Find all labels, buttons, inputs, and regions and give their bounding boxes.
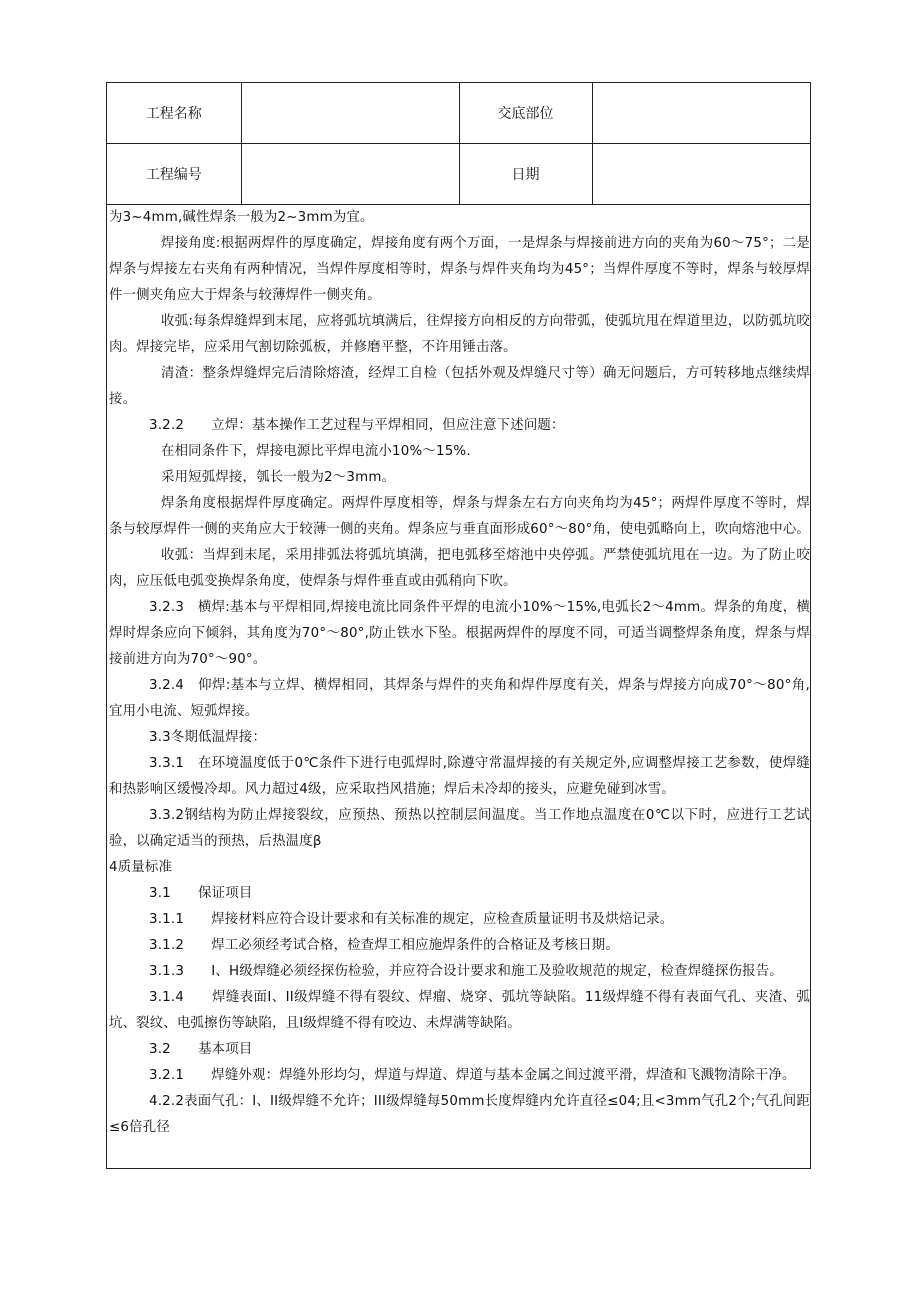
paragraph: 3.2 基本项目 bbox=[149, 1042, 253, 1057]
paragraph: 3.2.4 仰焊:基本与立焊、横焊相同，其焊条与焊件的夹角和焊件厚度有关，焊条与焊接方向成70°～80°角,宜用小电流、短弧焊接。 bbox=[109, 678, 810, 719]
paragraph: 焊接角度:根据两焊件的厚度确定，焊接角度有两个万面，一是焊条与焊接前进方向的夹角为60～75°；二是焊条与焊接左右夹角有两种情况，当焊件厚度相等时，焊条与焊件夹角均为45°；当焊件厚度不等时，焊条与较厚焊件一侧夹角应大于焊条与较薄焊件一侧夹角。 bbox=[109, 236, 810, 303]
paragraph: 采用短弧焊接，瓠长一般为2～3mm。 bbox=[161, 470, 396, 485]
project-no-label: 工程编号 bbox=[107, 144, 241, 205]
project-name-field[interactable] bbox=[241, 83, 459, 144]
paragraph: 清渣：整条焊缝焊完后清除熔渣，经焊工自检（包括外观及焊缝尺寸等）确无问题后，方可转移地点继续焊接。 bbox=[109, 366, 810, 407]
paragraph: 3.1.2 焊工必须经考试合格，检查焊工相应施焊条件的合格证及考核日期。 bbox=[149, 938, 619, 953]
paragraph: 焊条角度根据焊件厚度确定。两焊件厚度相等，焊条与焊条左右方向夹角均为45°；两焊件厚度不等时，焊条与较厚焊件一侧的夹角应大于较薄一侧的夹角。焊条应与垂直面形成60°～80°角，使电弧略向上，吹向熔池中心。 bbox=[109, 496, 811, 537]
paragraph: 4.2.2表面气孔：I、II级焊缝不允许；III级焊缝每50mm长度焊缝内允许直径≤04;且<3mm气孔2个;气孔间距≤6倍孔径 bbox=[109, 1094, 810, 1135]
paragraph: 收弧:每条焊缝焊到末尾，应将弧坑填满后，往焊接方向相反的方向带弧，使弧坑甩在焊道里边，以防弧坑咬肉。焊接完毕，应采用气割切除弧板，并修磨平整，不许用锤击落。 bbox=[109, 314, 810, 355]
handover-part-label: 交底部位 bbox=[459, 83, 592, 144]
project-no-field[interactable] bbox=[241, 144, 459, 205]
paragraph: 为3~4mm,碱性焊条一般为2~3mm为宜。 bbox=[109, 210, 374, 225]
paragraph: 3.2.2 立焊：基本操作工艺过程与平焊相同，但应注意下述问题： bbox=[149, 418, 565, 433]
header-table bbox=[107, 83, 810, 205]
paragraph: 收弧：当焊到末尾，采用排弧法将弧坑填满，把电弧移至熔池中央停弧。严禁使弧坑甩在一边。为了防止咬肉，应压低电弧变换焊条角度，使焊条与焊件垂直或由弧稍向下吹。 bbox=[109, 548, 810, 589]
date-field[interactable] bbox=[592, 144, 810, 205]
handover-sheet bbox=[106, 82, 811, 1169]
paragraph: 3.3.2钢结构为防止焊接裂纹，应预热、预热以控制层间温度。当工作地点温度在0℃以下时，应进行工艺试验，以确定适当的预热，后热温度β bbox=[109, 808, 810, 849]
paragraph: 3.1.1 焊接材料应符合设计要求和有关标准的规定，应检查质量证明书及烘焙记录。 bbox=[149, 912, 674, 927]
paragraph: 4质量标准 bbox=[109, 860, 173, 875]
paragraph: 3.2.3 横焊:基本与平焊相同,焊接电流比同条件平焊的电流小10%～15%,电弧长2～4mm。焊条的角度，横焊时焊条应向下倾斜，其角度为70°～80°,防止铁水下坠。根据两焊件的厚度不同，可适当调整焊条角度，焊条与焊接前进方向为70°～90°。 bbox=[109, 600, 810, 667]
date-label: 日期 bbox=[459, 144, 592, 205]
paragraph: 3.1.4 焊缝表面I、II级焊缝不得有裂纹、焊瘤、烧穿、弧坑等缺陷。11级焊缝不得有表面气孔、夹渣、弧坑、裂纹、电弧擦伤等缺陷，且I级焊缝不得有咬边、未焊满等缺陷。 bbox=[109, 990, 810, 1031]
paragraph: 3.3冬期低温焊接： bbox=[149, 730, 267, 745]
document-body bbox=[107, 205, 810, 1141]
handover-part-field[interactable] bbox=[592, 83, 810, 144]
paragraph: 3.1.3 I、H级焊缝必须经探伤检验，并应符合设计要求和施工及验收规范的规定，检查焊缝探伤报告。 bbox=[149, 964, 783, 979]
paragraph: 在相同条件下，焊接电源比平焊电流小10%～15%. bbox=[161, 444, 471, 459]
paragraph: 3.1 保证项目 bbox=[149, 886, 253, 901]
header-row-1 bbox=[107, 83, 810, 144]
header-row-2 bbox=[107, 144, 810, 205]
project-name-label: 工程名称 bbox=[107, 83, 241, 144]
paragraph: 3.3.1 在环境温度低于0℃条件下进行电弧焊时,除遵守常温焊接的有关规定外,应调整焊接工艺参数，使焊缝和热影响区缓慢冷却。风力超过4级，应采取挡风措施；焊后未冷却的接头，应避免碰到冰雪。 bbox=[109, 756, 810, 797]
paragraph: 3.2.1 焊缝外观：焊缝外形均匀，焊道与焊道、焊道与基本金属之间过渡平滑，焊渣和飞溅物清除干净。 bbox=[149, 1068, 796, 1083]
